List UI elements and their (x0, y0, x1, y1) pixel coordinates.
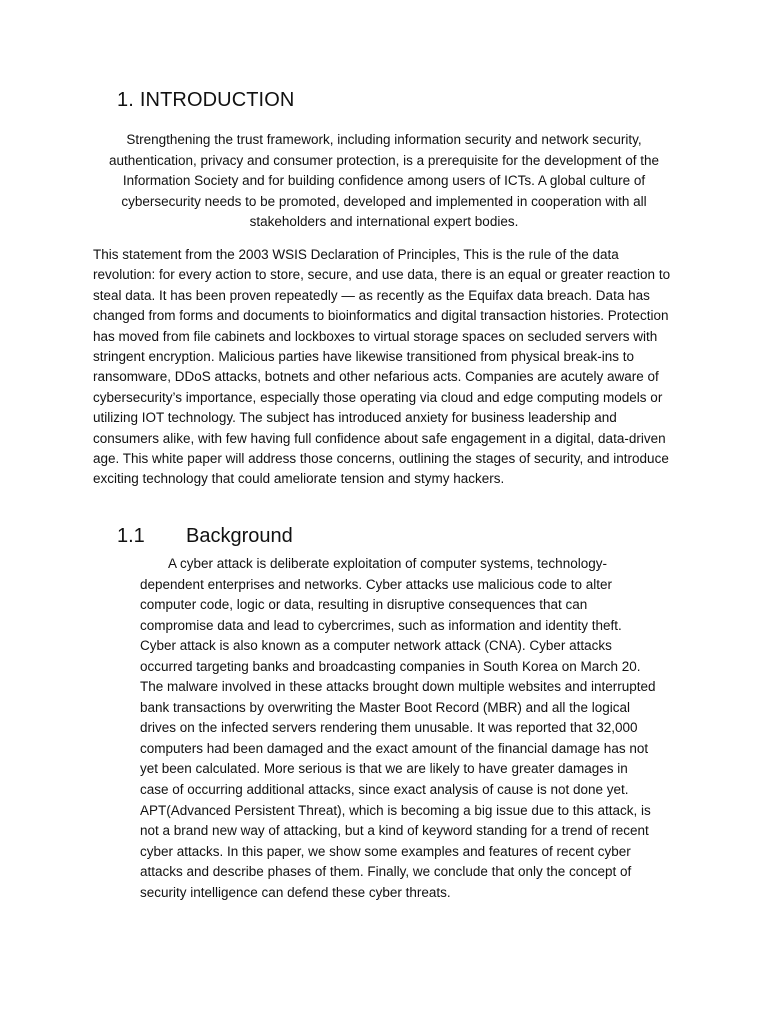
section-number: 1. (117, 89, 134, 111)
section-heading-introduction (117, 89, 294, 112)
subsection-heading-background (117, 525, 293, 548)
introduction-paragraph: This statement from the 2003 WSIS Declaration of Principles, This is the rule of the data revolution: for every action to store, secure, and use data, there is an equal or greater reaction to steal data. It has been proven repeatedly — as recently as the Equifax data breach. Data has changed from forms and documents to bioinformatics and digital transaction histories. Protection has moved from file cabinets and lockboxes to virtual storage spaces on secluded servers with stringent encryption. Malicious parties have likewise transitioned from physical break-ins to ransomware, DDoS attacks, botnets and other nefarious acts. Companies are acutely aware of cybersecurity’s importance, especially those operating via cloud and edge computing models or utilizing IOT technology. The subject has introduced anxiety for business leadership and consumers alike, with few having full confidence about safe engagement in a digital, data-driven age. This white paper will address those concerns, outlining the stages of security, and introduce exciting technology that could ameliorate tension and stymy hackers. (93, 247, 671, 487)
background-paragraph: A cyber attack is deliberate exploitation of computer systems, technology-dependent enterprises and networks. Cyber attacks use malicious code to alter computer code, logic or data, resulting in disruptive consequences that can compromise data and lead to cybercrimes, such as information and identity theft. Cyber attack is also known as a computer network attack (CNA). Cyber attacks occurred targeting banks and broadcasting companies in South Korea on March 20. The malware involved in these attacks brought down multiple websites and interrupted bank transactions by overwriting the Master Boot Record (MBR) and all the logical drives on the infected servers rendering them unusable. It was reported that 32,000 computers had been damaged and the exact amount of the financial damage has not yet been calculated. More serious is that we are likely to have greater damages in case of occurring additional attacks, since exact analysis of cause is not done yet. APT(Advanced Persistent Threat), which is becoming a big issue due to this attack, is not a brand new way of attacking, but a kind of keyword standing for a trend of recent cyber attacks. In this paper, we show some examples and features of recent cyber attacks and describe phases of them. Finally, we conclude that only the concept of security intelligence can defend these cyber threats. (140, 556, 656, 900)
section-title: INTRODUCTION (139, 89, 295, 111)
wsis-quote-paragraph: Strengthening the trust framework, including information security and network security, authentication, privacy and consumer protection, is a prerequisite for the development of the Information Society and for building confidence among users of ICTs. A global culture of cybersecurity needs to be promoted, developed and implemented in cooperation with all stakeholders and international expert bodies. (108, 132, 660, 230)
subsection-number: 1.1 (117, 525, 145, 547)
subsection-title: Background (186, 525, 293, 547)
